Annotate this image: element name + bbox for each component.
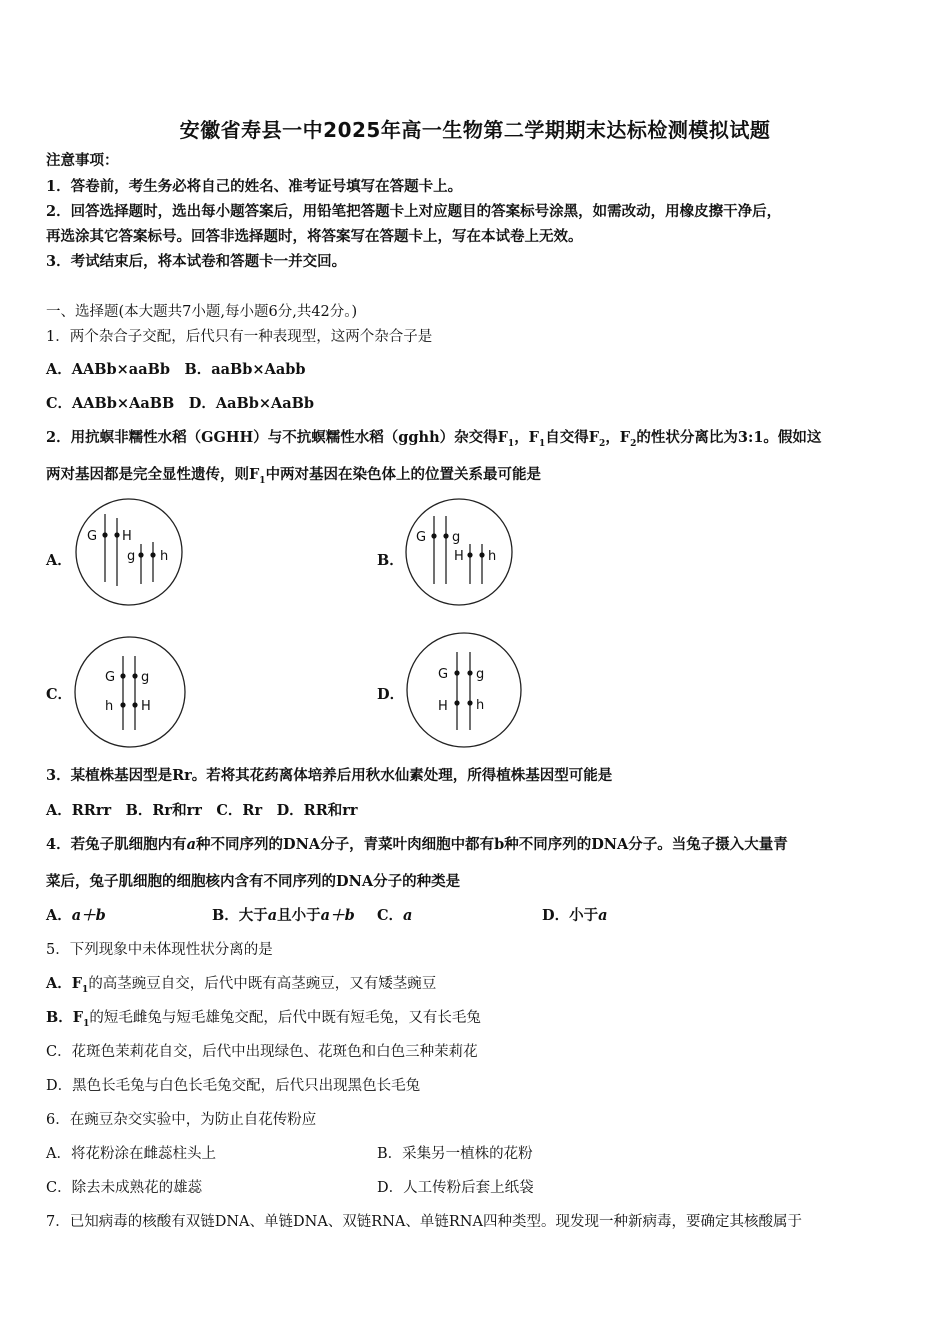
q5-option-d: D．黑色长毛兔与白色长毛兔交配，后代只出现黑色长毛兔 xyxy=(46,1078,421,1094)
q1-options-row1: A．AABb×aaBb B．aaBb×Aabb xyxy=(46,361,306,378)
q4-option-b: B．大于a且小于a＋b xyxy=(212,907,355,924)
q2-option-b-label: B． xyxy=(377,552,404,569)
notice-item-2: 2．回答选择题时，选出每小题答案后，用铅笔把答题卡上对应题目的答案标号涂黑，如需改动，用橡皮擦干净后， xyxy=(46,203,782,220)
q5-option-c: C．花斑色茉莉花自交，后代中出现绿色、花斑色和白色三种茉莉花 xyxy=(46,1044,478,1060)
gene-label: H xyxy=(122,529,132,544)
q2-stem-line1: 2．用抗螟非糯性水稻（GGHH）与不抗螟糯性水稻（gghh）杂交得$F_1$，$F_1$自交得$F_2$，$F_2$的性状分离比为3:1。假如这 xyxy=(46,429,822,449)
q2-diagram-a xyxy=(72,496,186,608)
gene-label: G xyxy=(438,667,449,682)
q5-option-b: B．$F_1$的短毛雌兔与短毛雄兔交配，后代中既有短毛兔，又有长毛兔 xyxy=(46,1009,481,1029)
gene-locus xyxy=(138,552,143,557)
q4-option-a: A．a＋b xyxy=(46,907,106,924)
gene-label: h xyxy=(476,698,485,713)
gene-locus xyxy=(454,700,459,705)
q4-stem-line1: 4．若兔子肌细胞内有a种不同序列的DNA分子，青菜叶肉细胞中都有b种不同序列的DNA分子。当兔子摄入大量青 xyxy=(46,836,788,853)
gene-locus xyxy=(132,702,137,707)
gene-locus xyxy=(114,532,119,537)
q4-option-c: C．a xyxy=(377,907,413,924)
gene-label: h xyxy=(105,699,114,714)
gene-label: h xyxy=(160,549,169,564)
q2-option-a-label: A． xyxy=(46,552,72,569)
gene-locus xyxy=(467,552,472,557)
gene-label: g xyxy=(476,667,485,682)
notice-item-1: 1．答卷前，考生务必将自己的姓名、准考证号填写在答题卡上。 xyxy=(46,178,463,195)
gene-locus xyxy=(132,673,137,678)
q6-stem: 6．在豌豆杂交实验中，为防止自花传粉应 xyxy=(46,1112,317,1128)
cell-outline xyxy=(407,633,521,747)
q3-options: A．RRrr B．Rr和rr C．Rr D．RR和rr xyxy=(46,802,358,819)
gene-label: G xyxy=(416,530,427,545)
q4-option-d: D．小于a xyxy=(542,907,608,924)
gene-locus xyxy=(431,533,436,538)
q2-stem-line2: 两对基因都是完全显性遗传，则$F_1$中两对基因在染色体上的位置关系最可能是 xyxy=(46,466,542,486)
gene-locus xyxy=(120,702,125,707)
q4-stem-line2: 菜后，兔子肌细胞的细胞核内含有不同序列的DNA分子的种类是 xyxy=(46,873,461,890)
q2-diagram-b xyxy=(402,496,516,608)
gene-label: g xyxy=(452,530,461,545)
gene-locus xyxy=(150,552,155,557)
q2-option-c-label: C． xyxy=(46,686,73,703)
cell-outline xyxy=(75,637,185,747)
gene-locus xyxy=(454,670,459,675)
notice-item-2-cont: 再选涂其它答案标号。回答非选择题时，将答案写在答题卡上，写在本试卷上无效。 xyxy=(46,228,583,245)
gene-label: h xyxy=(488,549,497,564)
q2-option-d-label: D． xyxy=(377,686,405,703)
gene-locus xyxy=(102,532,107,537)
gene-label: H xyxy=(141,699,151,714)
gene-label: H xyxy=(438,699,448,714)
section-heading: 一、选择题(本大题共7小题,每小题6分,共42分。) xyxy=(46,304,358,320)
gene-label: G xyxy=(87,529,98,544)
gene-locus xyxy=(467,700,472,705)
gene-label: G xyxy=(105,670,116,685)
notice-heading: 注意事项： xyxy=(46,152,119,169)
q2-diagram-c xyxy=(72,634,188,750)
q6-option-d: D．人工传粉后套上纸袋 xyxy=(377,1180,534,1196)
gene-locus xyxy=(467,670,472,675)
gene-label: g xyxy=(127,549,136,564)
q1-stem: 1．两个杂合子交配，后代只有一种表现型，这两个杂合子是 xyxy=(46,329,433,345)
gene-locus xyxy=(120,673,125,678)
page-title: 安徽省寿县一中2025年高一生物第二学期期末达标检测模拟试题 xyxy=(179,118,771,142)
notice-item-3: 3．考试结束后，将本试卷和答题卡一并交回。 xyxy=(46,253,347,270)
q5-stem: 5．下列现象中未体现性状分离的是 xyxy=(46,942,273,958)
gene-label: g xyxy=(141,670,150,685)
q3-stem: 3．某植株基因型是Rr。若将其花药离体培养后用秋水仙素处理，所得植株基因型可能是 xyxy=(46,767,613,784)
q2-diagram-d xyxy=(404,630,526,750)
q1-options-row2: C．AABb×AaBB D．AaBb×AaBb xyxy=(46,395,315,412)
q7-stem: 7．已知病毒的核酸有双链DNA、单链DNA、双链RNA、单链RNA四种类型。现发现一种新病毒，要确定其核酸属于 xyxy=(46,1214,802,1230)
q6-option-c: C．除去未成熟花的雄蕊 xyxy=(46,1180,203,1196)
q6-option-a: A．将花粉涂在雌蕊柱头上 xyxy=(46,1146,216,1162)
gene-locus xyxy=(479,552,484,557)
q6-option-b: B．采集另一植株的花粉 xyxy=(377,1146,533,1162)
gene-label: H xyxy=(454,549,464,564)
gene-locus xyxy=(443,533,448,538)
q5-option-a: A．$F_1$的高茎豌豆自交，后代中既有高茎豌豆，又有矮茎豌豆 xyxy=(46,975,437,995)
